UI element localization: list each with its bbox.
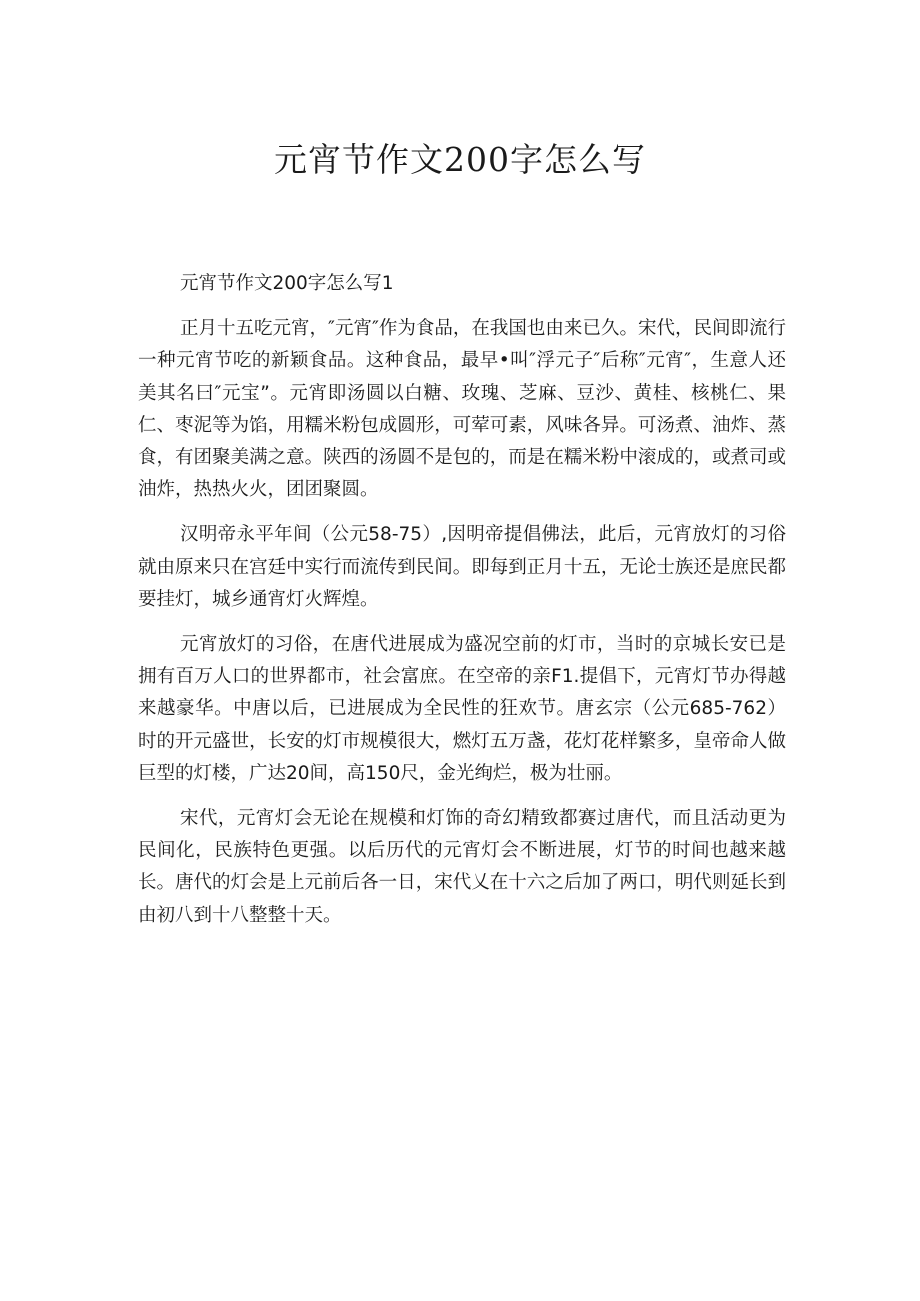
paragraph-1: 正月十五吃元宵，″元宵″作为食品，在我国也由来已久。宋代，民间即流行一种元宵节吃的新颖食品。这种食品，最早•叫″浮元子″后称″元宵″，生意人还美其名曰″元宝”。元宵即汤圆以白糖、玫瑰、芝麻、豆沙、黄桂、核桃仁、果仁、枣泥等为馅，用糯米粉包成圆形，可荤可素，风味各异。可汤煮、油炸、蒸食，有团聚美满之意。陕西的汤圆不是包的，而是在糯米粉中滚成的，或煮司或油炸，热热火火，团团聚圆。 — [138, 318, 786, 501]
paragraph-4: 宋代，元宵灯会无论在规模和灯饰的奇幻精致都赛过唐代，而且活动更为民间化，民族特色更强。以后历代的元宵灯会不断进展，灯节的时间也越来越长。唐代的灯会是上元前后各一日，宋代乂在十六之后加了两口，明代则延长到由初八到十八整整十天。 — [138, 808, 786, 926]
paragraph-3: 元宵放灯的习俗，在唐代进展成为盛况空前的灯市，当时的京城长安已是拥有百万人口的世界都市，社会富庶。在空帝的亲F1.提倡下，元宵灯节办得越来越豪华。中唐以后，已进展成为全民性的狂欢节。唐玄宗（公元685-762）时的开元盛世，长安的灯市规模很大，燃灯五万盏，花灯花样繁多，皇帝命人做巨型的灯楼，广达20间，高150尺，金光绚烂，极为壮丽。 — [138, 634, 786, 784]
document-title: 元宵节作文200字怎么写 — [274, 140, 646, 179]
section-heading: 元宵节作文200字怎么写1 — [180, 273, 394, 294]
document-body — [138, 268, 786, 945]
paragraph-2: 汉明帝永平年间（公元58-75）,因明帝提倡佛法，此后，元宵放灯的习俗就由原来只在宫廷中实行而流传到民间。即每到正月十五，无论士族还是庶民都要挂灯，城乡通宵灯火辉煌。 — [138, 524, 786, 610]
